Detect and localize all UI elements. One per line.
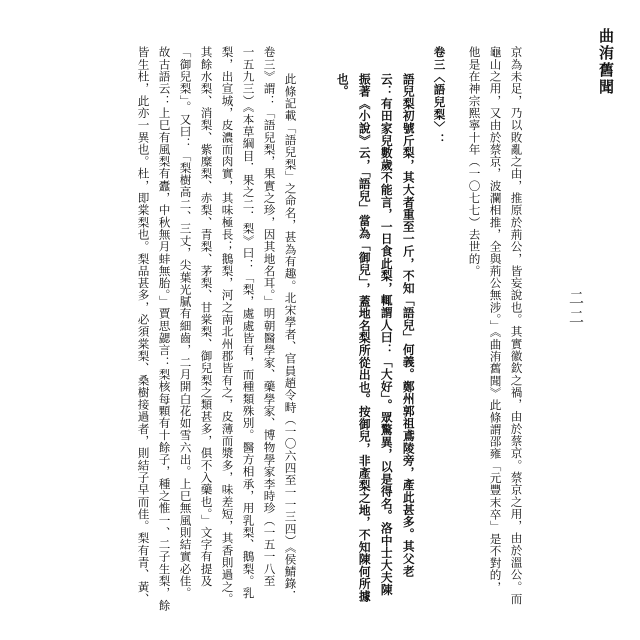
commentary-column: 梨，出宣城，皮濃而肉實，其味極長；鵝梨，河之南北州郡皆有之，皮薄而漿多，味差短，其香則過之。 (220, 46, 235, 605)
quote-column: 云：有田家兒數歲不能言，一日食此梨，輒謂人曰：「大好」。眾驚異，以是得名。洛中士大夫陳 (379, 73, 394, 597)
quote-column: 振著《小說》云，「語兒」當為「御兒」，蓋地名梨所從出也。按御兒，非產梨之地，不知陳何所據 (357, 73, 372, 603)
text-column: 京為未足，乃以敗亂之由，推原於荊公，皆妄說也。其實徽欽之禍，由於蔡京。蔡京之用，由於溫公。而 (509, 46, 524, 605)
running-header: 曲洧舊聞 (597, 28, 615, 96)
quote-column: 也。 (335, 73, 350, 98)
section-title: 卷三〈語兒梨〉： (432, 46, 447, 146)
quote-column: 語兒梨初號斤梨，其大者重至一斤，不知「語兒」何義。鄭州郭祖鳶陵旁，產此甚多。其父老 (401, 73, 416, 578)
commentary-column: 此條記載「語兒梨」之命名，甚為有趣。北宋學者、官員趙令畤（一〇六四至一一三四）《侯鯖錄． (283, 73, 298, 602)
commentary-column: 一五九三）《本草綱目．果之二．梨》曰：「梨，處處皆有，而種類殊別。醫方相承，用乳梨、鵝梨。乳 (241, 46, 256, 600)
commentary-column: 卷三》謂：「語兒梨，果實之珍，因其地名耳。」明朝醫學家、藥學家、博物學家李時珍（一五一八至 (262, 46, 277, 587)
text-column: 龜山之用，又由於蔡京，波瀾相推，全與荊公無涉。」《曲洧舊聞》此條謂邵雍「元豐末卒」是不對的， (488, 46, 503, 594)
commentary-column: 「御兒梨」。又曰：「梨樹高二、三丈，尖葉光膩有細齒，二月開白花如雪六出。上巳無風則結實必佳。 (178, 46, 193, 600)
commentary-column: 皆生杜，此亦一異也。杜，即棠梨也。梨品甚多，必須棠梨、桑樹接過者，則結子早而佳。梨有青、黃、 (136, 46, 151, 605)
page-number: 二二 (567, 290, 585, 328)
commentary-column: 故古語云：上巳有風梨有蠹，中秋無月蚌無胎。」賈思勰言：梨核每顆有十餘子，種之惟一、二子生梨，餘 (157, 46, 172, 612)
text-column: 他是在神宗熙寧十年（一〇七七）去世的。 (467, 46, 482, 277)
commentary-column: 其餘水梨、消梨、紫糜梨、赤梨、青梨、茅梨、甘棠梨、御兒梨之類甚多，俱不入藥也。」文字有提及 (199, 46, 214, 587)
